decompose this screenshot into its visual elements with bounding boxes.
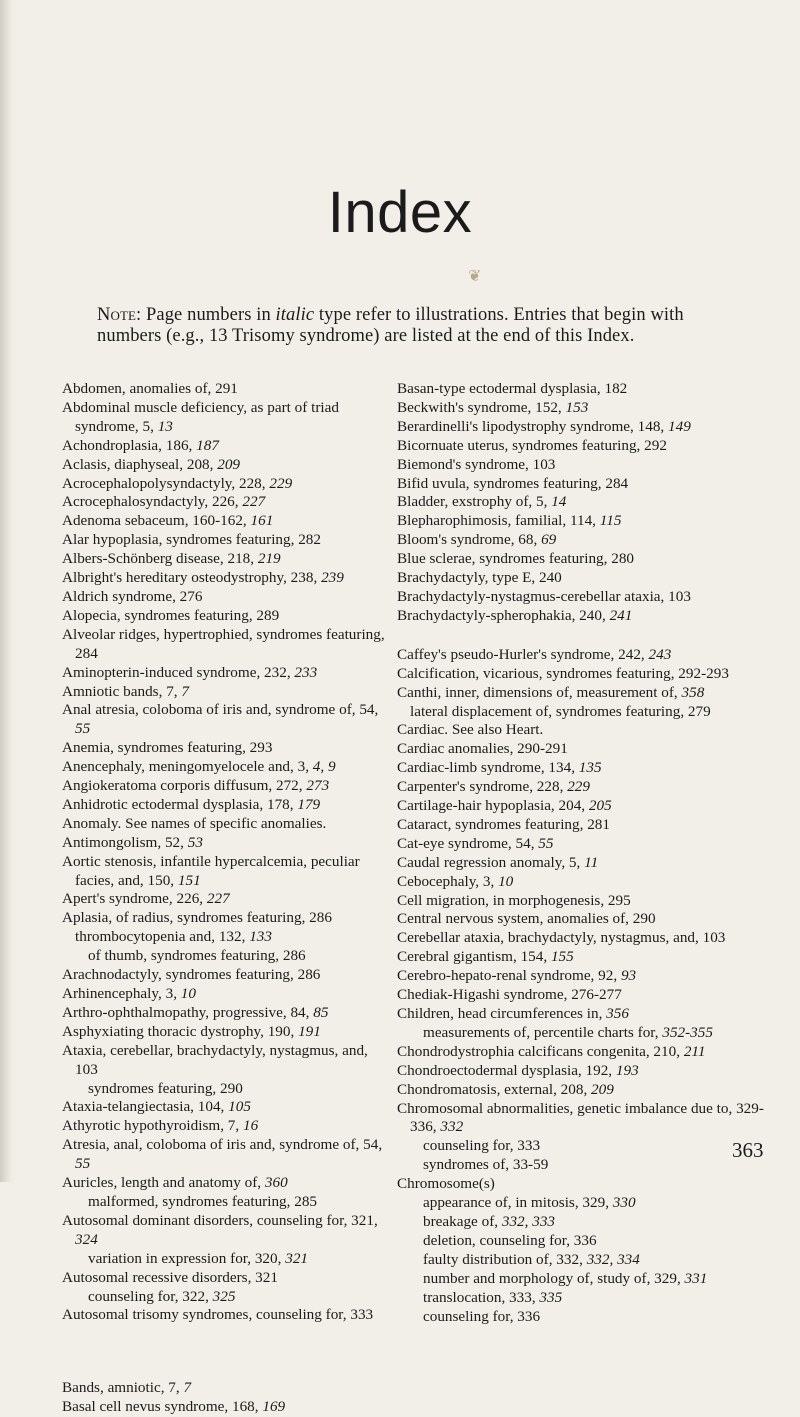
index-entry [397,967,769,986]
index-entry [62,909,388,928]
entry-text: Canthi, inner, dimensions of, measurement of, [397,683,682,701]
entry-text: Blepharophimosis, familial, 114, [397,512,600,530]
entry-text: Autosomal dominant disorders, counseling for, 321, [62,1211,378,1229]
entry-illustration-pages: 151 [177,871,201,889]
print-speck: ❦ [468,268,482,285]
index-entry [62,1042,388,1080]
index-subentry [62,947,388,966]
entry-text: Aminopterin-induced syndrome, 232, [62,663,295,681]
entry-illustration-pages: 332, 333 [501,1212,556,1230]
index-entry [397,399,769,418]
entry-text: Acrocephalosyndactyly, 226, [62,493,243,511]
entry-illustration-pages: 325 [212,1287,236,1305]
entry-illustration-pages: 356 [606,1005,629,1022]
entry-text: thrombocytopenia and, 132, [75,928,250,946]
entry-illustration-pages: 133 [249,928,272,946]
entry-illustration-pages: 105 [228,1098,251,1116]
index-entry [62,683,388,702]
index-entry [397,778,769,797]
entry-text: Alveolar ridges, hypertrophied, syndromes featuring, 284 [62,625,385,662]
index-entry [62,890,388,909]
entry-text: Apert's syndrome, 226, [62,890,207,908]
index-entry [397,569,769,588]
entry-illustration-pages: 14 [551,493,567,511]
index-entry [397,1043,769,1062]
entry-illustration-pages: 193 [615,1061,639,1079]
index-subentry [62,928,388,947]
index-entry [62,815,388,834]
entry-text: counseling for, 333 [423,1137,541,1155]
entry-text: Arhinencephaly, 3, [62,985,181,1002]
index-entry [62,701,388,739]
entry-text: Anhidrotic ectodermal dysplasia, 178, [62,795,298,813]
index-entry [62,1212,388,1250]
index-entry [397,759,769,778]
entry-text: deletion, counseling for, 336 [423,1231,597,1249]
entry-text: Chondromatosis, external, 208, [397,1080,592,1098]
entry-text: Autosomal trisomy syndromes, counseling for, 333 [62,1306,374,1324]
entry-illustration-pages: 239 [321,569,344,587]
entry-text: Aortic stenosis, infantile hypercalcemia, peculiar facies, and, 150, [62,852,360,889]
index-subentry [397,1156,769,1175]
entry-illustration-pages: 335 [539,1288,563,1306]
entry-text: Calcification, vicarious, syndromes featuring, 292-293 [397,664,729,682]
entry-text: Bifid uvula, syndromes featuring, 284 [397,474,629,492]
entry-illustration-pages: 55 [538,834,554,852]
index-entry [62,758,388,777]
entry-text: Caudal regression anomaly, 5, [397,853,585,871]
index-entry [397,892,769,911]
index-entry [397,512,769,531]
entry-text: Cebocephaly, 3, [397,872,499,890]
entry-text: Anemia, syndromes featuring, 293 [62,739,273,757]
entry-illustration-pages: 53 [187,833,203,851]
entry-text: Albright's hereditary osteodystrophy, 238, [62,569,322,587]
index-entry [397,948,769,967]
index-entry [62,1136,388,1174]
entry-text: Basal cell nevus syndrome, 168, [62,1398,263,1416]
entry-illustration-pages: 11 [584,853,599,871]
index-entry [62,380,388,399]
entry-text: Auricles, length and anatomy of, [62,1174,265,1192]
index-entry [397,854,769,873]
entry-text: Achondroplasia, 186, [62,436,197,454]
entry-text: Ataxia, cerebellar, brachydactyly, nystagmus, and, 103 [62,1041,368,1078]
index-entry [397,456,769,475]
index-entry [62,796,388,815]
entry-text: Asphyxiating thoracic dystrophy, 190, [62,1022,299,1040]
index-entry [62,607,388,626]
index-entry [397,740,769,759]
entry-text: Biemond's syndrome, 103 [397,455,556,473]
entry-text: Arachnodactyly, syndromes featuring, 286 [62,966,321,984]
entry-illustration-pages: 352-355 [662,1023,713,1041]
entry-text: Chediak-Higashi syndrome, 276-277 [397,986,622,1004]
entry-text: Cerebral gigantism, 154, [397,948,551,966]
entry-illustration-pages: 93 [620,967,637,985]
entry-illustration-pages: 332 [440,1118,464,1136]
index-entry [397,1081,769,1100]
index-subentry [397,1213,769,1232]
index-entry [397,493,769,512]
entry-text: Carpenter's syndrome, 228, [397,778,568,796]
index-entry [62,664,388,683]
index-entry [62,739,388,758]
entry-illustration-pages: 7 [181,682,189,700]
index-subentry [62,1288,388,1307]
entry-text: Cardiac. See also Heart. [397,721,544,739]
entry-text: Cerebro-hepato-renal syndrome, 92, [397,967,621,985]
entry-illustration-pages: 233 [294,663,318,681]
entry-text: Chondroectodermal dysplasia, 192, [397,1061,616,1079]
index-entry [62,853,388,891]
entry-illustration-pages: 191 [298,1022,321,1040]
entry-illustration-pages: 211 [683,1042,706,1060]
index-subentry [397,1194,769,1213]
entry-illustration-pages: 229 [567,778,590,796]
index-entry [62,456,388,475]
entry-text: Bands, amniotic, 7, [62,1379,184,1397]
index-subentry [62,1193,388,1212]
index-entry [62,531,388,550]
entry-illustration-pages: 330 [612,1194,636,1212]
index-subentry [397,1308,769,1327]
entry-text: Chromosomal abnormalities, genetic imbalance due to, 329-336, [397,1099,764,1136]
entry-text: variation in expression for, 320, [88,1249,286,1267]
entry-illustration-pages: 16 [242,1117,259,1135]
entry-text: Chromosome(s) [397,1175,495,1193]
index-entry [397,531,769,550]
entry-illustration-pages: 243 [648,645,672,663]
index-entry [62,1098,388,1117]
entry-text: measurements of, percentile charts for, [423,1023,663,1041]
index-entry [397,721,769,740]
entry-text: Anencephaly, meningomyelocele and, 3, [62,758,313,776]
entry-illustration-pages: 324 [75,1230,98,1248]
index-entry [62,966,388,985]
entry-illustration-pages: 205 [588,797,612,815]
entry-text: Cardiac anomalies, 290-291 [397,740,568,758]
entry-text: Brachydactyly-spherophakia, 240, [397,606,610,624]
entry-illustration-pages: 229 [269,474,293,492]
entry-illustration-pages: 85 [313,1003,329,1021]
entry-text: counseling for, 322, [88,1287,213,1305]
index-entry [62,550,388,569]
index-subentry [397,1024,769,1043]
page-binding-shadow [0,0,14,1182]
index-entry [62,1174,388,1193]
entry-text: Basan-type ectodermal dysplasia, 182 [397,380,628,397]
index-subentry [62,1250,388,1269]
index-entry [397,588,769,607]
entry-text: Angiokeratoma corporis diffusum, 272, [62,777,307,795]
index-entry [62,399,388,437]
index-entry [397,475,769,494]
entry-text: Autosomal recessive disorders, 321 [62,1268,278,1286]
index-entry [397,910,769,929]
index-entry [397,418,769,437]
entry-text: Anal atresia, coloboma of iris and, syndrome of, 54, [62,701,379,719]
entry-text: Cartilage-hair hypoplasia, 204, [397,797,589,815]
index-entry [397,1062,769,1081]
index-subentry [397,703,769,722]
index-entry [397,380,769,399]
entry-text: syndromes featuring, 290 [88,1079,243,1097]
entry-illustration-pages: 10 [180,985,196,1002]
entry-illustration-pages: 161 [250,512,274,530]
entry-text: Cell migration, in morphogenesis, 295 [397,891,631,909]
entry-illustration-pages: 358 [681,683,705,701]
entry-illustration-pages: 321 [285,1249,308,1267]
entry-illustration-pages: 155 [550,948,574,966]
entry-illustration-pages: 331 [684,1269,708,1287]
letter-section-gap [62,1325,388,1379]
entry-illustration-pages: 227 [206,890,230,908]
index-entry [397,684,769,703]
index-subentry [397,1270,769,1289]
entry-text: breakage of, [423,1212,502,1230]
entry-text: of thumb, syndromes featuring, 286 [88,947,306,965]
entry-text: Ataxia-telangiectasia, 104, [62,1098,229,1116]
index-entry [62,1269,388,1288]
page-number: 363 [732,1138,764,1162]
entry-illustration-pages: 115 [599,512,622,530]
index-entry [62,626,388,664]
entry-illustration-pages: 7 [183,1379,192,1397]
note-text-2: type refer to illustrations. Entries that begin with numbers (e.g., 13 Trisomy syndrome) are listed at the end of this Index. [97,305,684,346]
index-entry [62,588,388,607]
index-entry [397,1100,769,1138]
entry-illustration-pages: 219 [257,550,281,568]
note-text-1: Page numbers in [141,305,276,325]
note-label: Note: [97,305,142,325]
entry-text: Atresia, anal, coloboma of iris and, syndrome of, 54, [62,1136,383,1154]
index-entry [397,1005,769,1024]
entry-illustration-pages: 179 [297,795,321,813]
entry-illustration-pages: 332, 334 [586,1250,640,1268]
entry-illustration-pages: 135 [578,759,602,777]
entry-illustration-pages: 360 [264,1174,288,1192]
entry-illustration-pages: 241 [609,606,633,624]
entry-illustration-pages: 227 [242,493,266,511]
entry-text: Aplasia, of radius, syndromes featuring, 286 [62,909,332,927]
entry-text: Aclasis, diaphyseal, 208, [62,455,218,473]
page-title: Index [327,179,473,245]
entry-text: Athyrotic hypothyroidism, 7, [62,1117,243,1135]
index-entry [397,1175,769,1194]
index-entry [397,437,769,456]
entry-text: translocation, 333, [423,1288,540,1306]
entry-text: Blue sclerae, syndromes featuring, 280 [397,550,635,568]
entry-illustration-pages: 187 [196,436,219,454]
entry-text: Central nervous system, anomalies of, 290 [397,910,656,928]
index-entry [397,816,769,835]
entry-text: Aldrich syndrome, 276 [62,587,203,605]
entry-text: counseling for, 336 [423,1307,541,1325]
index-entry [397,986,769,1005]
entry-illustration-pages: 10 [498,872,514,890]
entry-text: faulty distribution of, 332, [423,1250,587,1268]
entry-text: Brachydactyly-nystagmus-cerebellar ataxia, 103 [397,587,691,605]
entry-text: Caffey's pseudo-Hurler's syndrome, 242, [397,645,649,663]
entry-text: Bladder, exstrophy of, 5, [397,493,552,511]
entry-illustration-pages: 209 [591,1080,614,1098]
entry-illustration-pages: 13 [157,417,173,435]
entry-text: appearance of, in mitosis, 329, [423,1194,613,1212]
index-entry [397,646,769,665]
entry-text: Abdominal muscle deficiency, as part of triad syndrome, 5, [62,398,339,435]
entry-text: Acrocephalopolysyndactyly, 228, [62,474,270,492]
letter-section-gap [397,626,769,646]
entry-text: number and morphology of, study of, 329, [423,1269,685,1287]
entry-illustration-pages: 153 [565,398,589,416]
index-entry [62,437,388,456]
index-subentry [397,1232,769,1251]
entry-text: Cat-eye syndrome, 54, [397,834,539,852]
index-entry [62,1023,388,1042]
entry-text: Bloom's syndrome, 68, [397,531,542,549]
index-entry [397,665,769,684]
index-column-left [62,380,388,1417]
entry-text: Arthro-ophthalmopathy, progressive, 84, [62,1003,314,1021]
entry-text: Cardiac-limb syndrome, 134, [397,759,579,777]
index-entry [62,1117,388,1136]
index-entry [62,985,388,1004]
index-subentry [62,1080,388,1099]
index-entry [397,607,769,626]
index-entry [397,550,769,569]
index-entry [62,777,388,796]
entry-text: Alopecia, syndromes featuring, 289 [62,606,280,624]
entry-text: malformed, syndromes featuring, 285 [88,1192,318,1210]
index-entry [62,569,388,588]
entry-illustration-pages: 55 [75,720,91,738]
index-entry [62,512,388,531]
entry-text: lateral displacement of, syndromes featuring, 279 [410,702,711,720]
entry-text: Abdomen, anomalies of, 291 [62,380,238,397]
entry-text: Amniotic bands, 7, [62,682,182,700]
note-italic-word: italic [275,305,315,325]
entry-illustration-pages: 4, 9 [312,758,336,776]
index-column-right [397,380,769,1326]
entry-illustration-pages: 209 [217,455,241,473]
entry-text: syndromes of, 33-59 [423,1156,549,1174]
index-entry [62,834,388,853]
entry-text: Albers-Schönberg disease, 218, [62,550,258,568]
entry-text: Cataract, syndromes featuring, 281 [397,815,610,833]
entry-illustration-pages: 169 [262,1398,286,1416]
entry-text: Adenoma sebaceum, 160-162, [62,512,251,530]
entry-illustration-pages: 273 [306,777,330,795]
entry-text: Children, head circumferences in, [397,1005,607,1022]
entry-text: Anomaly. See names of specific anomalies. [62,814,327,832]
entry-illustration-pages: 149 [668,417,691,435]
index-entry [62,1379,388,1398]
entry-text: Bicornuate uterus, syndromes featuring, 292 [397,436,667,454]
entry-text: Beckwith's syndrome, 152, [397,398,566,416]
index-entry [397,835,769,854]
index-note [97,305,737,347]
index-entry [62,493,388,512]
entry-text: Chondrodystrophia calcificans congenita, 210, [397,1042,684,1060]
entry-illustration-pages: 55 [75,1155,91,1173]
entry-illustration-pages: 69 [541,531,557,549]
index-entry [62,1306,388,1325]
index-subentry [397,1289,769,1308]
index-entry [397,797,769,816]
entry-text: Antimongolism, 52, [62,833,188,851]
index-entry [397,873,769,892]
index-entry [62,1398,388,1417]
index-entry [397,929,769,948]
index-subentry [397,1251,769,1270]
entry-text: Berardinelli's lipodystrophy syndrome, 148, [397,417,669,435]
index-entry [62,1004,388,1023]
entry-text: Brachydactyly, type E, 240 [397,569,562,587]
index-entry [62,475,388,494]
entry-text: Cerebellar ataxia, brachydactyly, nystagmus, and, 103 [397,929,726,947]
entry-text: Alar hypoplasia, syndromes featuring, 282 [62,531,321,549]
index-subentry [397,1137,769,1156]
